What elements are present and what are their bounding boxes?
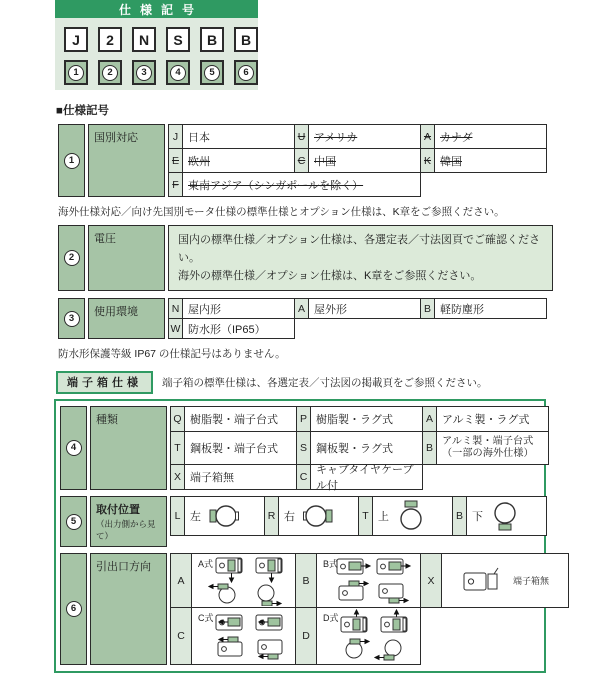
style-c-label: C式 — [198, 613, 214, 624]
circled-number: 1 — [68, 65, 84, 81]
value-cell — [436, 431, 549, 465]
motor-front-left-icon — [207, 500, 241, 532]
circled-number: 3 — [64, 311, 80, 327]
terminal-box-header — [56, 371, 550, 394]
value-cell — [278, 496, 359, 536]
code-cell: D — [295, 607, 317, 665]
direction-c-diagram — [191, 607, 296, 665]
circled-number: 2 — [64, 250, 80, 266]
direction-grid — [170, 553, 569, 665]
code-box-6: B — [234, 27, 258, 52]
num-box-6 — [234, 60, 258, 85]
row-number-cell — [58, 225, 85, 291]
code-cell: C — [294, 148, 309, 173]
code-cell: F — [168, 172, 183, 197]
code-cell: B — [420, 298, 435, 319]
table-mounting-position — [60, 496, 540, 547]
code-cell: Q — [170, 406, 185, 432]
table-outlet-direction — [60, 553, 549, 665]
value-cell: カナダ — [434, 124, 547, 149]
row-label-main: 取付位置 — [96, 504, 140, 517]
value-cell: 東南アジア（シンガポールを除く） — [182, 172, 421, 197]
spec-code-title: 仕様記号 — [55, 0, 258, 18]
table-row — [170, 464, 549, 493]
row-label: 引出口方向 — [90, 553, 167, 665]
table-row — [170, 496, 547, 536]
direction-d-diagram — [316, 607, 421, 665]
row-label-sub: （出力側から見て） — [96, 519, 156, 542]
table-row — [170, 607, 569, 665]
value-cell — [466, 496, 547, 536]
table-country — [58, 124, 550, 197]
value-cell: 鋼板製・ラグ式 — [310, 431, 423, 465]
environment-note: 防水形保護等級 IP67 の仕様記号はありません。 — [58, 348, 286, 361]
code-cell: T — [358, 496, 373, 536]
position-label: 右 — [284, 511, 295, 524]
row-label: 国別対応 — [88, 124, 165, 197]
motor-front-bottom-icon — [489, 499, 521, 533]
table-row — [170, 553, 569, 608]
value-cell: 屋外形 — [308, 298, 421, 319]
code-cell: C — [170, 607, 192, 665]
style-a-label: A式 — [198, 559, 214, 570]
circled-number: 5 — [204, 65, 220, 81]
row-number-cell — [58, 298, 85, 339]
table-row — [168, 318, 547, 339]
position-grid — [170, 496, 547, 547]
table-row — [170, 406, 549, 432]
spec-code-letters — [55, 18, 258, 52]
num-box-5 — [200, 60, 224, 85]
num-box-2 — [98, 60, 122, 85]
num-box-4 — [166, 60, 190, 85]
value-line-1: アルミ製・端子台式 — [442, 435, 534, 447]
code-cell: B — [452, 496, 467, 536]
code-cell: E — [168, 148, 183, 173]
table-type — [60, 406, 540, 493]
terminal-box-label: 端子箱仕様 — [56, 371, 153, 394]
country-note: 海外仕様対応／向け先国別モータ仕様の標準仕様とオプション仕様は、K章をご参照ください。 — [58, 206, 505, 218]
spec-code-numbers — [55, 52, 258, 85]
value-cell: 軽防塵形 — [434, 298, 547, 319]
direction-a-diagram — [191, 553, 296, 608]
num-box-1 — [64, 60, 88, 85]
style-b-label: B式 — [323, 559, 339, 570]
position-label: 上 — [378, 511, 389, 524]
position-label: 下 — [472, 511, 483, 524]
motor-front-top-icon — [395, 499, 427, 533]
code-cell: A — [420, 124, 435, 149]
x-cell-note: 端子箱無 — [512, 576, 549, 587]
row-number-cell — [60, 406, 87, 490]
row-label: 電圧 — [88, 225, 165, 291]
motor-front-right-icon — [301, 500, 335, 532]
table-row — [170, 431, 549, 465]
code-cell: X — [170, 464, 185, 490]
code-cell: C — [296, 464, 311, 490]
row-label: 使用環境 — [88, 298, 165, 339]
circled-number: 4 — [170, 65, 186, 81]
circled-number: 6 — [66, 601, 82, 617]
country-grid — [168, 124, 547, 197]
table-row — [168, 148, 547, 173]
code-cell: U — [294, 124, 309, 149]
circled-number: 3 — [136, 65, 152, 81]
circled-number: 2 — [102, 65, 118, 81]
table-environment — [58, 298, 550, 339]
row-label: 種類 — [90, 406, 167, 490]
code-box-4: S — [166, 27, 190, 52]
table-row — [168, 124, 547, 149]
circled-number: 1 — [64, 153, 80, 169]
code-cell: A — [422, 406, 437, 432]
code-box-3: N — [132, 27, 156, 52]
environment-grid — [168, 298, 547, 339]
voltage-text-cell — [168, 225, 553, 291]
value-cell: アルミ製・ラグ式 — [436, 406, 549, 432]
table-voltage — [58, 225, 550, 291]
code-box-1: J — [64, 27, 88, 52]
type-grid — [170, 406, 549, 493]
value-line-2: （一部の海外仕様） — [442, 448, 534, 460]
code-cell: P — [296, 406, 311, 432]
code-cell: R — [264, 496, 279, 536]
code-cell: S — [296, 431, 311, 465]
code-cell: W — [168, 318, 183, 339]
value-cell: 欧州 — [182, 148, 295, 173]
code-cell: B — [295, 553, 317, 608]
value-cell — [372, 496, 453, 536]
value-cell: 樹脂製・ラグ式 — [310, 406, 423, 432]
row-number-cell — [60, 496, 87, 547]
direction-x-diagram — [441, 553, 569, 608]
table-row — [168, 172, 547, 197]
value-cell — [184, 496, 265, 536]
row-number-cell — [60, 553, 87, 665]
voltage-line-2: 海外の標準仕様／オプション仕様は、K章をご参照ください。 — [178, 270, 482, 283]
circled-number: 5 — [66, 514, 82, 530]
code-cell: A — [170, 553, 192, 608]
section-title: ■仕様記号 — [56, 105, 109, 117]
value-cell: 鋼板製・端子台式 — [184, 431, 297, 465]
value-cell: 日本 — [182, 124, 295, 149]
code-box-5: B — [200, 27, 224, 52]
value-cell: 樹脂製・端子台式 — [184, 406, 297, 432]
code-cell: B — [422, 431, 437, 465]
value-cell: キャブタイヤケーブル付 — [310, 464, 423, 490]
code-cell: A — [294, 298, 309, 319]
code-cell: J — [168, 124, 183, 149]
motor-no-terminal-box-icon — [461, 566, 505, 596]
row-label — [90, 496, 167, 547]
value-cell: 屋内形 — [182, 298, 295, 319]
direction-b-diagram — [316, 553, 421, 608]
terminal-box-note: 端子箱の標準仕様は、各選定表／寸法図の掲載頁をご参照ください。 — [162, 377, 488, 390]
terminal-box-table-group — [54, 399, 549, 673]
code-cell: X — [420, 553, 442, 608]
value-cell: 韓国 — [434, 148, 547, 173]
table-row — [168, 298, 547, 319]
value-cell: アメリカ — [308, 124, 421, 149]
value-cell: 端子箱無 — [184, 464, 297, 490]
voltage-line-1: 国内の標準仕様／オプション仕様は、各選定表／寸法図頁でご確認ください。 — [178, 234, 541, 265]
position-label: 左 — [190, 511, 201, 524]
row-number-cell — [58, 124, 85, 197]
code-cell: K — [420, 148, 435, 173]
code-cell: T — [170, 431, 185, 465]
code-cell: L — [170, 496, 185, 536]
circled-number: 6 — [238, 65, 254, 81]
circled-number: 4 — [66, 440, 82, 456]
value-two-line — [442, 436, 534, 462]
spec-code-panel — [55, 0, 258, 90]
style-d-label: D式 — [323, 613, 339, 624]
value-cell: 中国 — [308, 148, 421, 173]
value-cell: 防水形（IP65） — [182, 318, 295, 339]
num-box-3 — [132, 60, 156, 85]
code-cell: N — [168, 298, 183, 319]
code-box-2: 2 — [98, 27, 122, 52]
main-content — [58, 102, 550, 673]
